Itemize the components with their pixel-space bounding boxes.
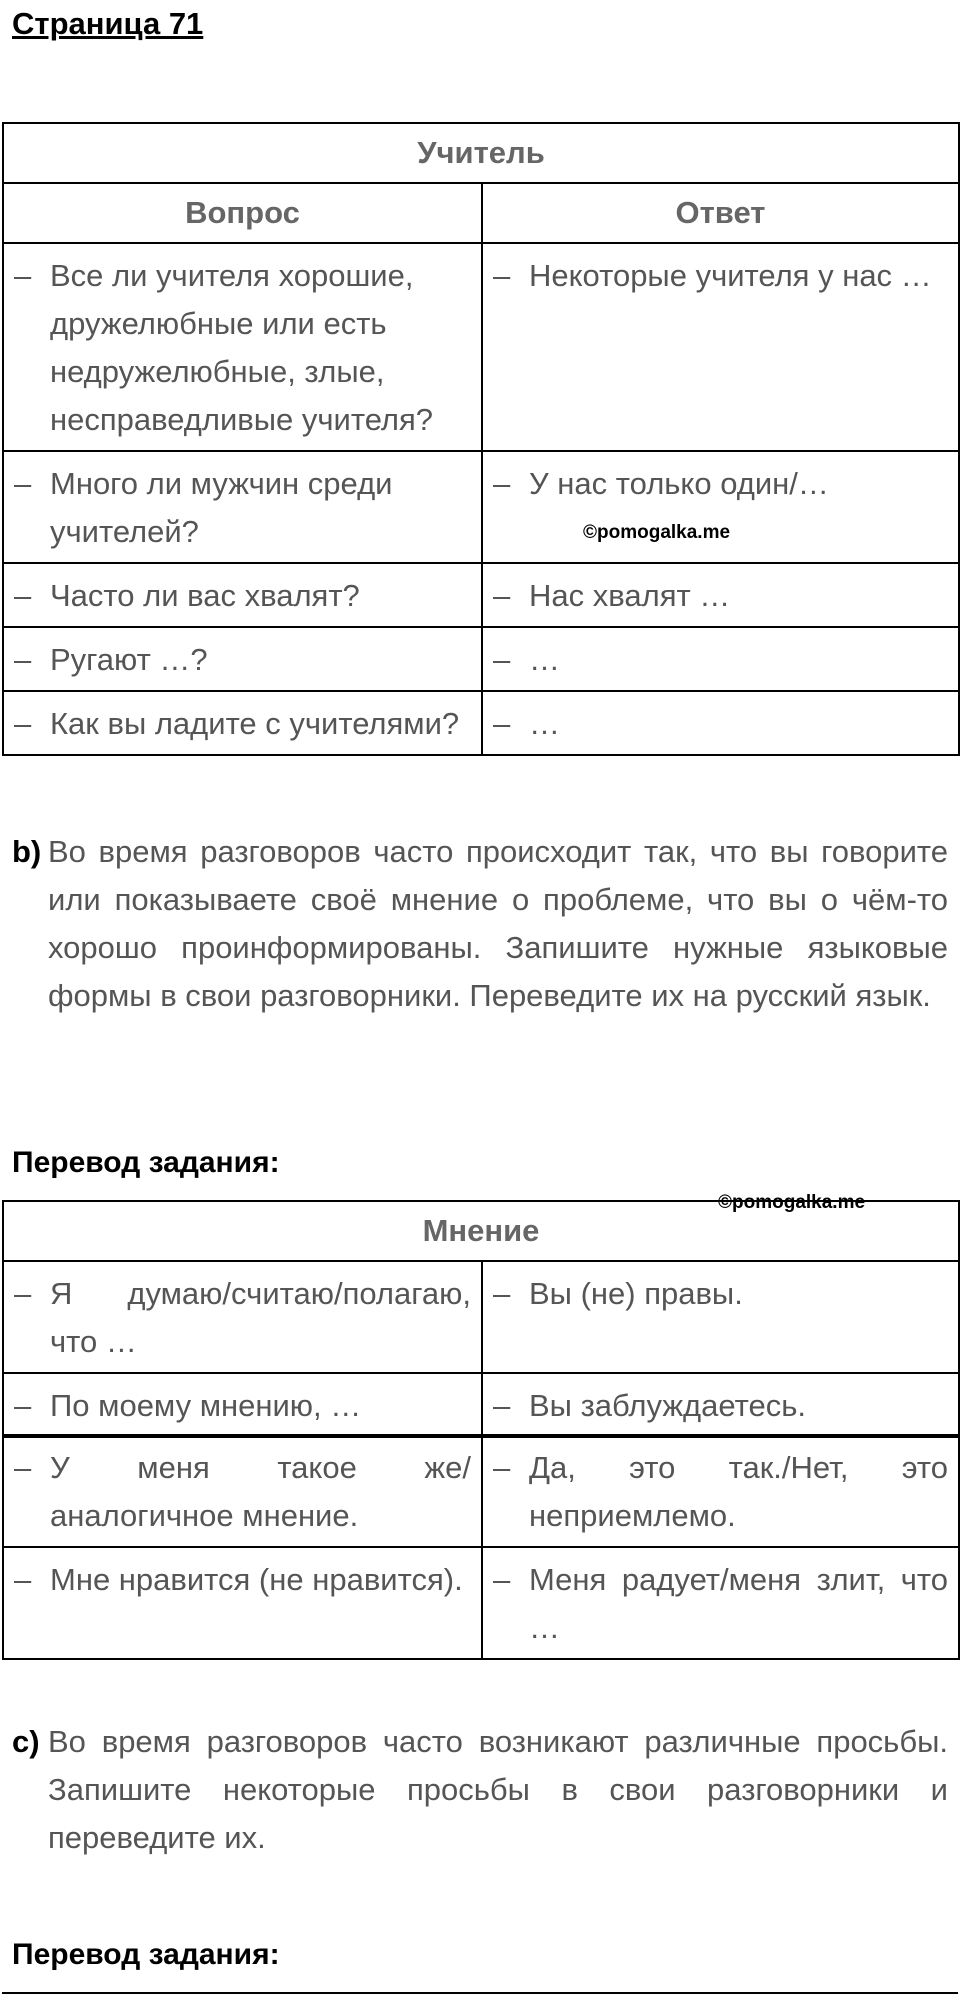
table-row [3, 563, 959, 627]
answer-cell [482, 451, 959, 563]
task-b [12, 828, 948, 1020]
answer-cell [482, 563, 959, 627]
column-header-question: Вопрос [3, 183, 482, 243]
response-text: Вы (не) правы. [529, 1276, 743, 1311]
opinion-text: Я думаю/считаю/полагаю, что … [50, 1276, 471, 1359]
dash: – [14, 578, 32, 613]
watermark: ©pomogalka.me [583, 522, 731, 543]
dash: – [14, 1276, 32, 1311]
question-text: Много ли мужчин среди учителей? [50, 466, 393, 549]
response-text: Вы заблуждаетесь. [529, 1388, 806, 1423]
teacher-table [2, 122, 960, 756]
answer-text: Некоторые учителя у нас … [529, 258, 932, 293]
table-row [3, 1435, 959, 1547]
question-cell [3, 243, 482, 451]
task-c-marker: c) [12, 1724, 40, 1759]
question-text: Ругают …? [50, 642, 208, 677]
dash: – [493, 1276, 511, 1311]
dash: – [493, 642, 511, 677]
table-row [3, 627, 959, 691]
opinion-cell [3, 1435, 482, 1547]
table-row [3, 243, 959, 451]
dash: – [493, 578, 511, 613]
dash: – [493, 706, 511, 741]
opinion-text: По моему мнению, … [50, 1388, 362, 1423]
question-cell [3, 627, 482, 691]
task-c-text: Во время разговоров часто возникают различные просьбы. Запишите некоторые просьбы в свои разговорники и переведите их. [48, 1724, 948, 1855]
question-text: Все ли учителя хорошие, дружелюбные или есть недружелюбные, злые, несправедливые учителя? [50, 258, 434, 437]
dash: – [493, 1562, 511, 1597]
dash: – [14, 258, 32, 293]
opinion-table [2, 1200, 960, 1438]
question-cell [3, 691, 482, 755]
translation-heading: Перевод задания: [12, 1146, 280, 1179]
opinion-cell [3, 1547, 482, 1659]
table-title: Мнение [3, 1201, 959, 1261]
answer-text: Нас хвалят … [529, 578, 731, 613]
response-cell [482, 1261, 959, 1373]
question-cell [3, 451, 482, 563]
dash: – [14, 642, 32, 677]
response-cell [482, 1435, 959, 1547]
table-row [3, 1261, 959, 1373]
column-header-answer: Ответ [482, 183, 959, 243]
question-text: Как вы ладите с учителями? [50, 706, 460, 741]
answer-text: … [529, 706, 560, 741]
table-row [3, 1373, 959, 1437]
answer-cell [482, 691, 959, 755]
dash: – [14, 466, 32, 501]
dash: – [493, 1388, 511, 1423]
translation-heading: Перевод задания: [12, 1938, 280, 1971]
table-title-row [3, 123, 959, 183]
dash: – [493, 466, 511, 501]
table-header-row [3, 183, 959, 243]
response-text: Да, это так./Нет, это неприемлемо. [529, 1450, 948, 1533]
page-heading: Страница 71 [12, 6, 204, 41]
opinion-cell [3, 1373, 482, 1437]
table-top-border [2, 1992, 958, 1994]
dash: – [14, 1562, 32, 1597]
dash: – [14, 706, 32, 741]
opinion-text: У меня такое же/аналогичное мнение. [50, 1450, 471, 1533]
question-cell [3, 563, 482, 627]
dash: – [493, 258, 511, 293]
table-row [3, 1547, 959, 1659]
task-b-text: Во время разговоров часто происходит так, что вы говорите или показываете своё мнение о проблеме, что вы о чём-то хорошо проинформированы. Запишите нужные языковые формы в свои разговорники. Переведите их на русский язык. [48, 834, 948, 1013]
opinion-table-continued [2, 1434, 960, 1660]
table-title-row [3, 1201, 959, 1261]
dash: – [14, 1388, 32, 1423]
table-title: Учитель [3, 123, 959, 183]
answer-text: У нас только один/… [529, 466, 829, 501]
answer-text: … [529, 642, 560, 677]
response-cell [482, 1547, 959, 1659]
table-row [3, 691, 959, 755]
task-b-marker: b) [12, 834, 42, 869]
opinion-text: Мне нравится (не нравится). [50, 1562, 463, 1597]
question-text: Часто ли вас хвалят? [50, 578, 360, 613]
answer-cell [482, 627, 959, 691]
opinion-cell [3, 1261, 482, 1373]
dash: – [14, 1450, 32, 1485]
response-cell [482, 1373, 959, 1437]
response-text: Меня радует/меня злит, что … [529, 1562, 948, 1645]
dash: – [493, 1450, 511, 1485]
watermark: ©pomogalka.me [718, 1192, 866, 1213]
task-c [12, 1718, 948, 1862]
table-row [3, 451, 959, 563]
answer-cell [482, 243, 959, 451]
